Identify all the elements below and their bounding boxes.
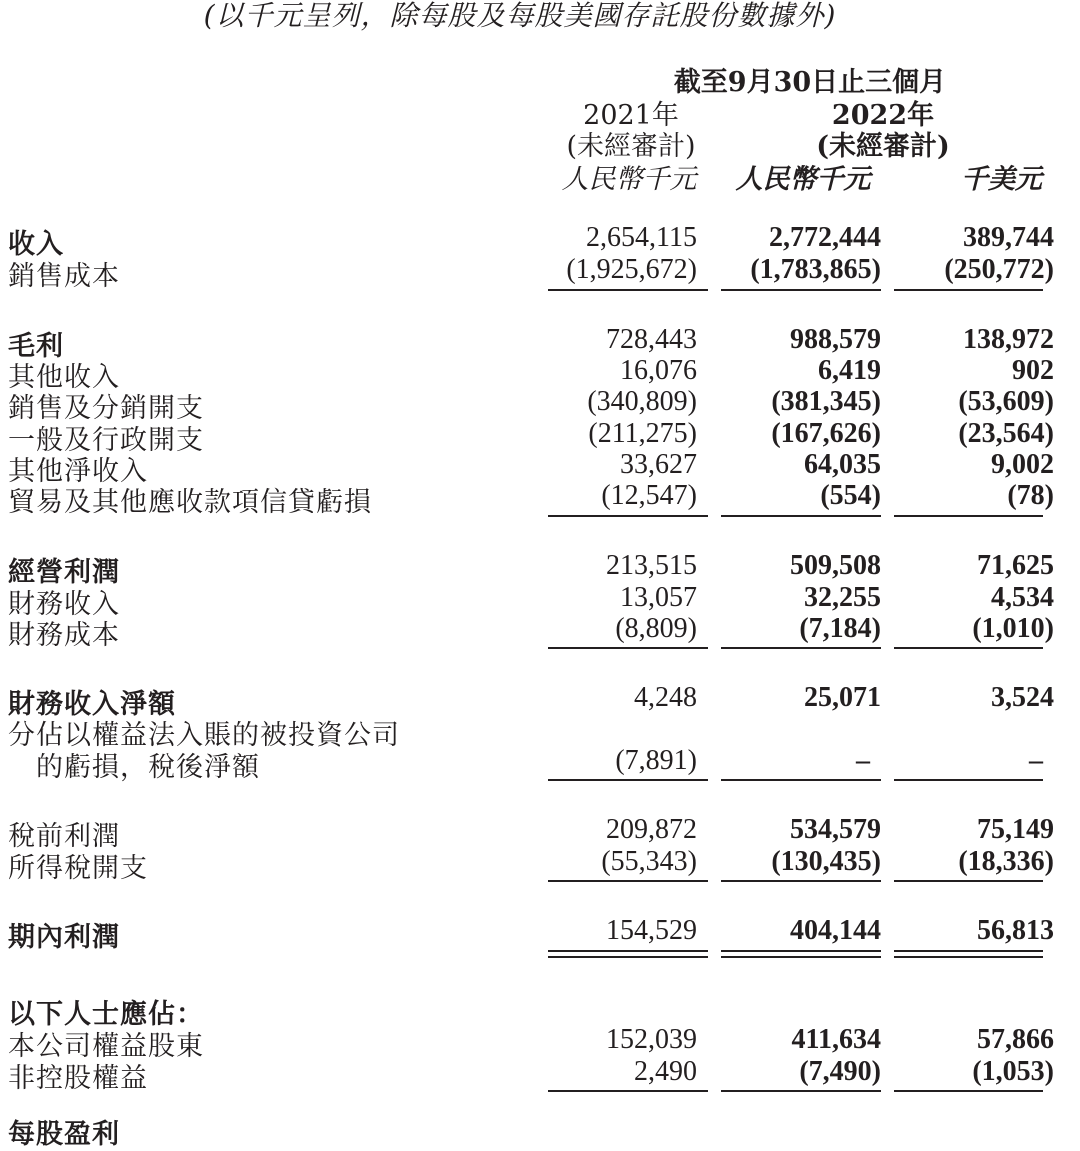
admin-expenses-2022: (167,626)	[771, 418, 881, 449]
row-label-operating-profit: 經營利潤	[8, 557, 120, 588]
rule-line	[721, 289, 881, 291]
cost-of-sales-usd: (250,772)	[944, 254, 1054, 285]
finance-income-2022: 32,255	[804, 582, 881, 613]
row-label-other-revenue: 其他收入	[8, 362, 120, 393]
non-controlling-2021: 2,490	[634, 1056, 697, 1087]
row-label-share-of-losses: 分佔以權益法入賬的被投資公司	[8, 720, 400, 751]
revenue-2021: 2,654,115	[586, 222, 697, 253]
gross-profit-2021: 728,443	[606, 324, 697, 355]
credit-losses-usd: (78)	[1007, 480, 1054, 511]
year-2022-header: 2022年	[831, 100, 935, 131]
row-label-selling-expenses: 銷售及分銷開支	[8, 393, 204, 424]
double-rule-line	[548, 950, 708, 958]
equity-shareholders-usd: 57,866	[977, 1024, 1054, 1055]
finance-income-2021: 13,057	[620, 582, 697, 613]
selling-expenses-2021: (340,809)	[587, 386, 697, 417]
net-finance-income-usd: 3,524	[991, 682, 1054, 713]
other-revenue-usd: 902	[1012, 355, 1054, 386]
double-rule-line	[721, 950, 881, 958]
share-of-losses-2022: –	[856, 745, 870, 776]
unaudited-2022: (未經審計)	[816, 131, 950, 162]
rule-line	[721, 515, 881, 517]
other-net-income-2022: 64,035	[804, 449, 881, 480]
credit-losses-2021: (12,547)	[601, 480, 697, 511]
currency-rmb-2021: 人民幣千元	[561, 164, 697, 195]
row-label-revenue: 收入	[8, 229, 64, 260]
net-finance-income-2022: 25,071	[804, 682, 881, 713]
rule-line	[894, 779, 1043, 781]
rule-line	[548, 515, 708, 517]
period-header: 截至9月30日止三個月	[673, 67, 947, 98]
rule-line	[548, 880, 708, 882]
income-tax-2021: (55,343)	[601, 846, 697, 877]
unaudited-2021: (未經審計)	[566, 131, 696, 162]
profit-before-tax-usd: 75,149	[977, 814, 1054, 845]
selling-expenses-usd: (53,609)	[958, 386, 1054, 417]
credit-losses-2022: (554)	[820, 480, 881, 511]
row-label-income-tax: 所得稅開支	[8, 853, 148, 884]
income-tax-usd: (18,336)	[958, 846, 1054, 877]
row-label-finance-costs: 財務成本	[8, 620, 120, 651]
operating-profit-2022: 509,508	[790, 550, 881, 581]
finance-income-usd: 4,534	[991, 582, 1054, 613]
operating-profit-2021: 213,515	[606, 550, 697, 581]
rule-line	[548, 1090, 708, 1092]
revenue-usd: 389,744	[963, 222, 1054, 253]
row-label-attributable-to: 以下人士應佔：	[8, 999, 204, 1030]
row-label-non-controlling: 非控股權益	[8, 1063, 148, 1094]
row-label-credit-losses: 貿易及其他應收款項信貸虧損	[8, 487, 372, 518]
rule-line	[894, 515, 1043, 517]
non-controlling-2022: (7,490)	[799, 1056, 881, 1087]
net-finance-income-2021: 4,248	[634, 682, 697, 713]
row-label-equity-shareholders: 本公司權益股東	[8, 1031, 204, 1062]
rule-line	[894, 880, 1043, 882]
row-label-admin-expenses: 一般及行政開支	[8, 425, 204, 456]
finance-costs-usd: (1,010)	[972, 613, 1054, 644]
equity-shareholders-2022: 411,634	[791, 1024, 881, 1055]
non-controlling-usd: (1,053)	[972, 1056, 1054, 1087]
row-label-net-finance-income: 財務收入淨額	[8, 689, 176, 720]
selling-expenses-2022: (381,345)	[771, 386, 881, 417]
rule-line	[548, 289, 708, 291]
table-subtitle: (以千元呈列，除每股及每股美國存託股份數據外)	[203, 0, 837, 32]
share-of-losses-usd: –	[1029, 745, 1043, 776]
rule-line	[721, 1090, 881, 1092]
double-rule-line	[894, 950, 1043, 958]
rule-line	[894, 1090, 1043, 1092]
cost-of-sales-2022: (1,783,865)	[750, 254, 881, 285]
rule-line	[548, 779, 708, 781]
admin-expenses-2021: (211,275)	[588, 418, 697, 449]
equity-shareholders-2021: 152,039	[606, 1024, 697, 1055]
cost-of-sales-2021: (1,925,672)	[566, 254, 697, 285]
profit-before-tax-2021: 209,872	[606, 814, 697, 845]
rule-line	[894, 289, 1043, 291]
income-tax-2022: (130,435)	[771, 846, 881, 877]
row-label-other-net-income: 其他淨收入	[8, 456, 148, 487]
finance-costs-2021: (8,809)	[615, 613, 697, 644]
profit-for-period-usd: 56,813	[977, 915, 1054, 946]
rule-line	[894, 647, 1043, 649]
row-label-cost-of-sales: 銷售成本	[8, 261, 120, 292]
other-net-income-2021: 33,627	[620, 449, 697, 480]
gross-profit-usd: 138,972	[963, 324, 1054, 355]
share-of-losses-2021: (7,891)	[615, 745, 697, 776]
admin-expenses-usd: (23,564)	[958, 418, 1054, 449]
other-net-income-usd: 9,002	[991, 449, 1054, 480]
operating-profit-usd: 71,625	[977, 550, 1054, 581]
currency-usd: 千美元	[961, 164, 1042, 195]
row-label-gross-profit: 毛利	[8, 331, 64, 362]
other-revenue-2022: 6,419	[818, 355, 881, 386]
year-2021-header: 2021年	[583, 100, 679, 131]
row-label-share-of-losses-cont: 的虧損，稅後淨額	[36, 752, 260, 783]
profit-for-period-2021: 154,529	[606, 915, 697, 946]
rule-line	[548, 647, 708, 649]
finance-costs-2022: (7,184)	[799, 613, 881, 644]
row-label-finance-income: 財務收入	[8, 589, 120, 620]
row-label-earnings-per-share: 每股盈利	[8, 1119, 120, 1150]
row-label-profit-before-tax: 稅前利潤	[8, 821, 120, 852]
revenue-2022: 2,772,444	[769, 222, 881, 253]
rule-line	[721, 880, 881, 882]
profit-before-tax-2022: 534,579	[790, 814, 881, 845]
gross-profit-2022: 988,579	[790, 324, 881, 355]
profit-for-period-2022: 404,144	[790, 915, 881, 946]
rule-line	[721, 647, 881, 649]
row-label-profit-for-period: 期內利潤	[8, 922, 120, 953]
rule-line	[721, 779, 881, 781]
currency-rmb-2022: 人民幣千元	[735, 164, 871, 195]
other-revenue-2021: 16,076	[620, 355, 697, 386]
